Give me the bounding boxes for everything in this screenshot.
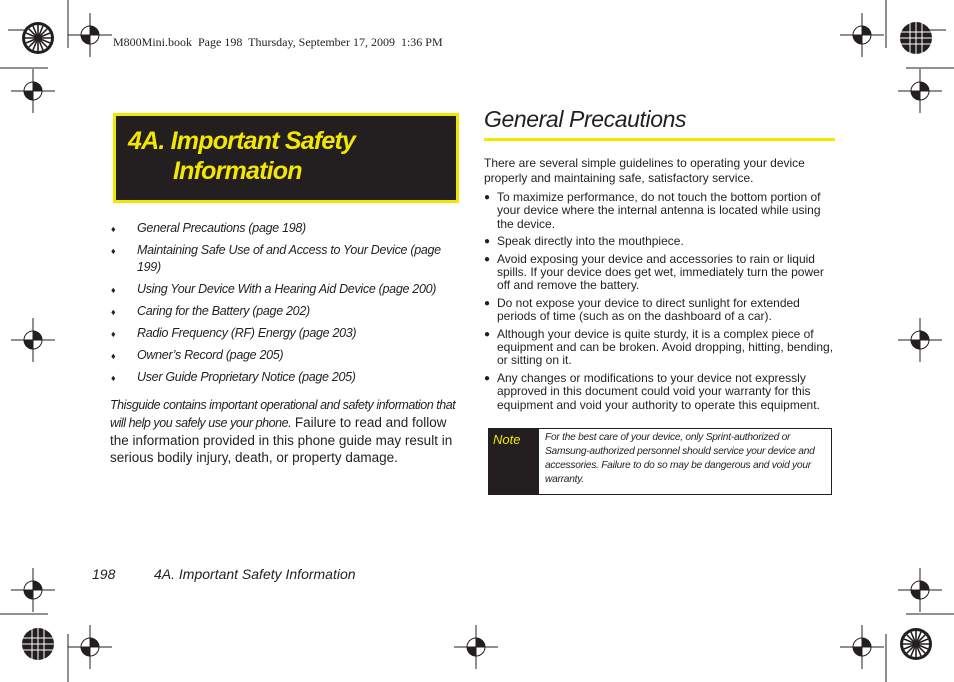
toc-item-text: User Guide Proprietary Notice (page 205) (137, 370, 356, 384)
intro-body-text: Failure to read and follow the information provided in this phone guide may result in serious bodily injury, death, or property damage. (110, 415, 453, 465)
diamond-icon: ♦ (111, 307, 116, 317)
toc-item (110, 347, 460, 364)
crosshair-registration-icon (68, 13, 112, 57)
page-number: 198 (92, 566, 116, 582)
footer-section-label: 4A. Important Safety Information (154, 566, 356, 582)
crosshair-registration-icon (898, 568, 942, 612)
crosshair-registration-icon (11, 568, 55, 612)
diamond-icon: ♦ (111, 224, 116, 234)
list-item-text: Although your device is quite sturdy, it is a complex piece of equipment and can be broken. Avoid dropping, hitting, bending, or sitting on it. (497, 326, 834, 368)
grid-registration-icon (22, 628, 54, 660)
list-item (484, 235, 834, 248)
round-bullet-icon: ● (484, 192, 491, 203)
crosshair-registration-icon (68, 625, 112, 669)
toc-item (110, 325, 460, 342)
section-intro: There are several simple guidelines to operating your device properly and maintaining safe, satisfactory service. (484, 156, 805, 185)
section-title: General Precautions (484, 106, 687, 132)
toc-item (110, 220, 460, 237)
list-item (484, 191, 834, 231)
list-item-text: Avoid exposing your device and accessories to rain or liquid spills. If your device does get wet, immediately turn the power off and remove the battery. (497, 251, 824, 293)
toc-item (110, 369, 460, 386)
chapter-title-box (113, 113, 459, 203)
toc-item-text: Owner’s Record (page 205) (137, 348, 284, 362)
round-bullet-icon: ● (484, 253, 491, 265)
list-item (484, 372, 834, 412)
crosshair-registration-icon (898, 318, 942, 362)
round-bullet-icon: ● (484, 328, 491, 340)
diamond-icon: ♦ (111, 246, 116, 256)
intro-lead-text: Thisguide contains important operational and safety information that will help you safely use your phone. (110, 398, 456, 430)
list-item-text: Do not expose your device to direct sunlight for extended periods of time (such as on the dashboard of a car). (497, 295, 800, 324)
crosshair-registration-icon (11, 318, 55, 362)
crosshair-registration-icon (840, 13, 884, 57)
intro-paragraph (110, 396, 462, 466)
print-header: M800Mini.book Page 198 Thursday, September 17, 2009 1:36 PM (113, 35, 443, 49)
toc-item-text: Radio Frequency (RF) Energy (page 203) (137, 326, 357, 340)
toc-item (110, 281, 460, 298)
list-item-text: Speak directly into the mouthpiece. (497, 234, 684, 249)
diamond-icon: ♦ (111, 351, 116, 361)
round-bullet-icon: ● (484, 372, 491, 384)
list-item-text: To maximize performance, do not touch the bottom portion of your device where the internal antenna is located while using the device. (497, 190, 821, 231)
diamond-icon: ♦ (111, 285, 116, 295)
round-bullet-icon: ● (484, 297, 491, 309)
toc-item (110, 242, 460, 276)
chapter-title-line1: 4A. Important Safety (128, 127, 356, 155)
list-item (484, 297, 834, 324)
precautions-list (484, 191, 834, 416)
round-bullet-icon: ● (484, 236, 491, 248)
list-item (484, 328, 834, 368)
crosshair-registration-icon (454, 625, 498, 669)
section-title-rule (484, 138, 835, 141)
chapter-title-line2: Information (173, 157, 302, 185)
toc-item-text: Maintaining Safe Use of and Access to Your Device (page 199) (137, 243, 441, 274)
toc-item-text: General Precautions (page 198) (137, 221, 306, 235)
note-text: For the best care of your device, only Sprint-authorized or Samsung-authorized personnel should service your device and accessories. Failure to do so may be dangerous and void your warranty. (545, 432, 815, 485)
toc-item (110, 303, 460, 320)
grid-registration-icon (900, 22, 932, 54)
toc-item-text: Using Your Device With a Hearing Aid Device (page 200) (137, 282, 437, 296)
list-item (484, 253, 834, 293)
diamond-icon: ♦ (111, 373, 116, 383)
diamond-icon: ♦ (111, 329, 116, 339)
list-item-text: Any changes or modifications to your device not expressly approved in this document could void your warranty for this equipment and void your authority to operate this equipment. (497, 370, 820, 412)
note-box (488, 428, 832, 495)
chapter-title (128, 126, 448, 186)
star-registration-icon (900, 628, 932, 660)
crosshair-registration-icon (840, 625, 884, 669)
toc-item-text: Caring for the Battery (page 202) (137, 304, 310, 318)
note-label: Note (489, 429, 539, 494)
star-registration-icon (22, 22, 54, 54)
crosshair-registration-icon (898, 69, 942, 113)
chapter-contents-list (110, 220, 460, 391)
crosshair-registration-icon (11, 69, 55, 113)
